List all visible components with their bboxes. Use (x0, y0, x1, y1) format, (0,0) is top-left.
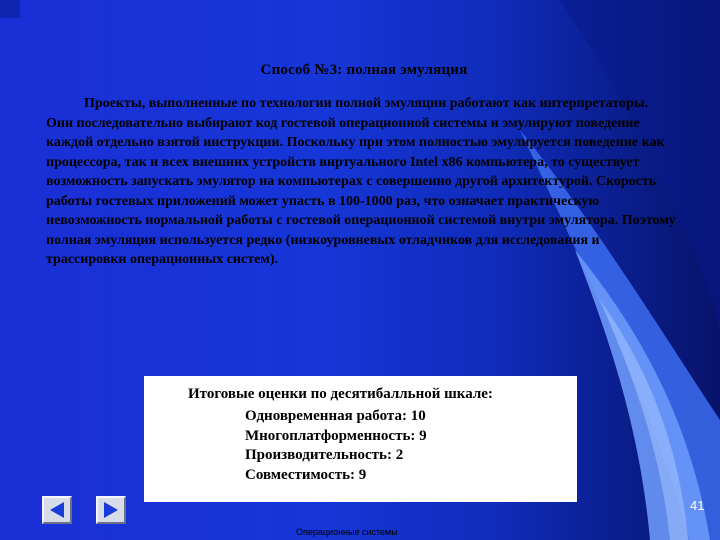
score-item: Многоплатформенность: 9 (245, 427, 427, 444)
triangle-left-icon (44, 498, 70, 522)
next-slide-button[interactable] (96, 496, 126, 524)
triangle-right-icon (98, 498, 124, 522)
scores-list (245, 407, 427, 485)
score-item: Производительность: 2 (245, 447, 404, 463)
slide-number: 41 (690, 498, 705, 513)
slide-title: Способ №3: полная эмуляция (260, 62, 468, 78)
score-item: Одновременная работа: 10 (245, 408, 426, 424)
prev-slide-button[interactable] (42, 496, 72, 524)
body-paragraph: Проекты, выполненные по технологии полной эмуляции работают как интерпретаторы. Они последовательно выбирают код гостевой операционной системы и эмулируют поведение каждой отдельно взятой инструкции. Поскольку при этом полностью эмулируется поведение как процессора, так и всех внешних устройств виртуального Intel x86 компьютера, то существует возможность запускать эмулятор на компьютерах с совершенно другой архитектурой. Скорость работы гостевых приложений может упасть в 100-1000 раз, что означает практическую невозможность нормальной работы с гостевой операционной системой внутри эмулятора. Поэтому полная эмуляция используется редко (низкоуровневых отладчиков для исследования и трассировки операционных систем). (46, 96, 676, 267)
scores-heading: Итоговые оценки по десятибалльной шкале: (188, 386, 493, 402)
footer-text: Операционные системы (296, 527, 398, 537)
score-item: Совместимость: 9 (245, 466, 367, 483)
scores-panel (144, 376, 577, 502)
